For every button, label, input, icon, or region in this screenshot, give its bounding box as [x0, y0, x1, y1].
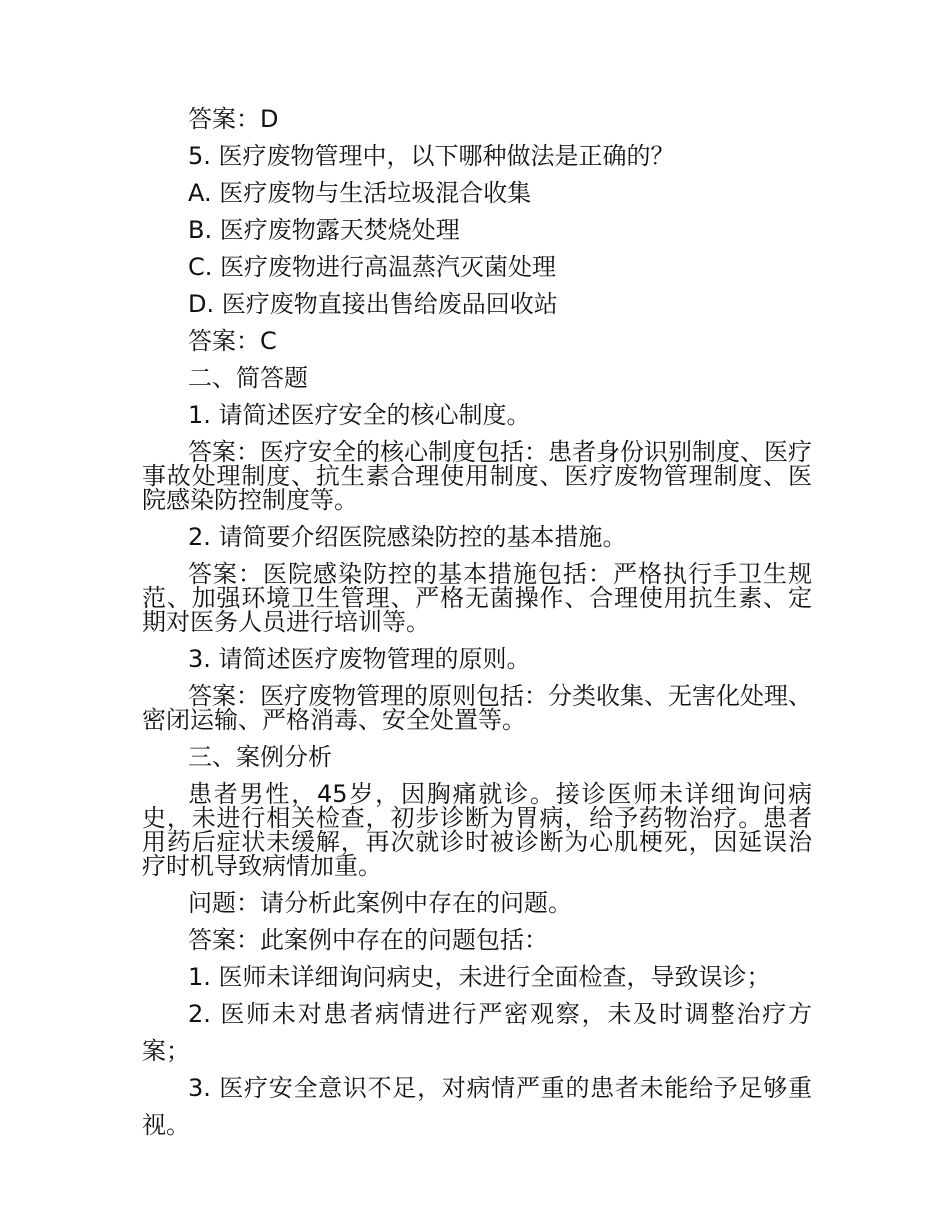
- option-b: B. 医疗废物露天焚烧处理: [188, 216, 460, 244]
- case-answer-intro: 答案：此案例中存在的问题包括：: [188, 926, 548, 954]
- case-question: 问题：请分析此案例中存在的问题。: [188, 889, 572, 917]
- case-answer-point-3: 3. 医疗安全意识不足，对病情严重的患者未能给予足够重视。: [142, 1074, 812, 1139]
- section-heading-case-analysis: 三、案例分析: [188, 743, 332, 771]
- question-5: 5. 医疗废物管理中，以下哪种做法是正确的？: [188, 142, 675, 170]
- answer-q5: 答案：C: [188, 327, 277, 355]
- case-description: 患者男性，45岁，因胸痛就诊。接诊医师未详细询问病史，未进行相关检查，初步诊断为胃病，给予药物治疗。患者用药后症状未缓解，再次就诊时被诊断为心肌梗死，因延误治疗时机导致病情加重。: [142, 780, 812, 880]
- option-c: C. 医疗废物进行高温蒸汽灭菌处理: [188, 253, 557, 281]
- document-body: [142, 101, 812, 1144]
- case-answer-point-2: 2. 医师未对患者病情进行严密观察，未及时调整治疗方案；: [142, 1000, 812, 1065]
- option-d: D. 医疗废物直接出售给废品回收站: [188, 290, 558, 318]
- short-answer-1: 答案：医疗安全的核心制度包括：患者身份识别制度、医疗事故处理制度、抗生素合理使用制度、医疗废物管理制度、医院感染防控制度等。: [142, 438, 812, 514]
- short-question-3: 3. 请简述医疗废物管理的原则。: [188, 645, 531, 673]
- short-answer-2: 答案：医院感染防控的基本措施包括：严格执行手卫生规范、加强环境卫生管理、严格无菌操作、合理使用抗生素、定期对医务人员进行培训等。: [142, 560, 812, 636]
- short-answer-3: 答案：医疗废物管理的原则包括：分类收集、无害化处理、密闭运输、严格消毒、安全处置等。: [142, 682, 812, 734]
- option-a: A. 医疗废物与生活垃圾混合收集: [188, 179, 532, 207]
- case-answer-point-1: 1. 医师未详细询问病史，未进行全面检查，导致误诊；: [188, 963, 771, 991]
- answer-q4: 答案：D: [188, 105, 279, 133]
- short-question-2: 2. 请简要介绍医院感染防控的基本措施。: [188, 523, 627, 551]
- short-question-1: 1. 请简述医疗安全的核心制度。: [188, 401, 531, 429]
- section-heading-short-answer: 二、简答题: [188, 364, 308, 392]
